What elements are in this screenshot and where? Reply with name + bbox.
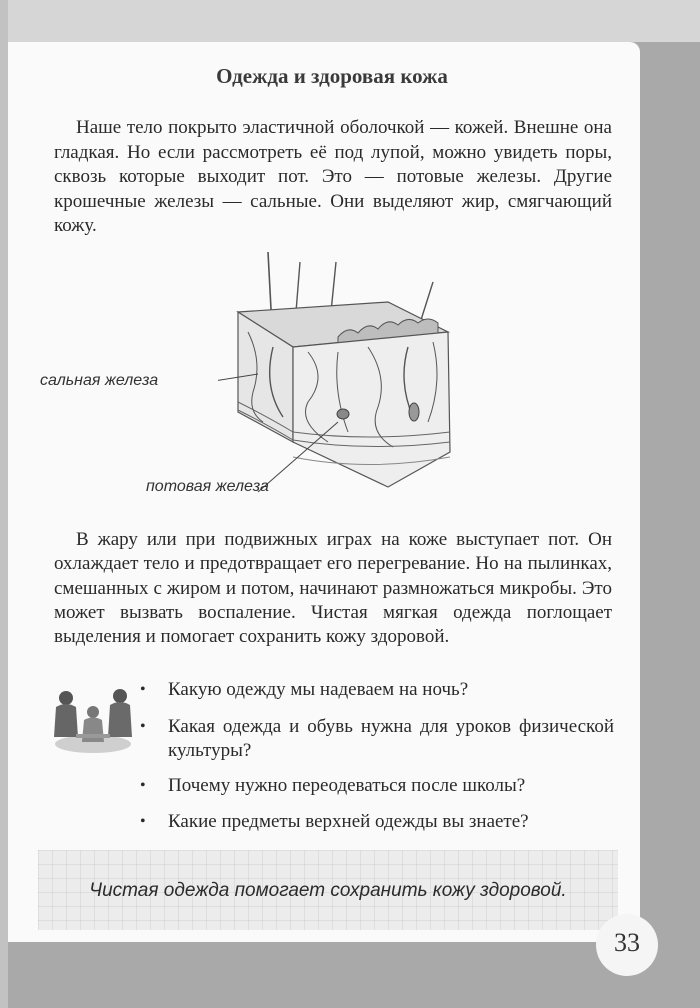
question-item: [136, 774, 614, 799]
page-title: Одежда и здоровая кожа: [216, 64, 448, 88]
label-sebaceous-gland: сальная железа: [40, 372, 159, 389]
bullet: •: [140, 813, 146, 830]
motto-banner: [38, 850, 618, 930]
question-text: Какая одежда и обувь нужна для уроков физической культуры?: [168, 715, 614, 761]
question-text: Какие предметы верхней одежды вы знаете?: [168, 811, 529, 832]
question-item: [136, 715, 614, 764]
skin-cross-section-illustration: [218, 242, 478, 502]
book-page: [8, 42, 640, 942]
question-text: Почему нужно переодеваться после школы?: [168, 774, 526, 796]
bullet: •: [140, 776, 146, 794]
question-text: Какую одежду мы надеваем на ночь?: [168, 679, 469, 700]
bullet: •: [140, 717, 146, 735]
top-margin-band: [0, 0, 700, 42]
intro-paragraph: Наше тело покрыто эластичной оболочкой — кожей. Внешне она гладкая. Но если рассмотреть её под лупой, можно увидеть поры, сквозь которые выходит пот. Это — потовые железы. Другие крошечные железы — сальные. Они выделяют жир, смягчающий кожу.: [54, 117, 612, 237]
question-item: [136, 678, 614, 703]
label-sweat-gland: потовая железа: [146, 478, 269, 495]
sweat-paragraph: В жару или при подвижных играх на коже выступает пот. Он охлаждает тело и предотвращает его перегревание. Но на пылинках, смешанных с жиром и потом, начинают размножаться микробы. Это может вызвать воспаление. Чистая мягкая одежда поглощает выделения и помогает сохранить кожу здоровой.: [54, 529, 612, 648]
left-margin-band: [0, 0, 8, 1008]
children-discussing-icon: [48, 682, 138, 758]
discussion-questions: [136, 678, 614, 847]
bullet: •: [140, 681, 146, 698]
question-item: [136, 810, 614, 835]
page-number-badge: [596, 914, 658, 976]
page-number: 33: [614, 928, 640, 957]
motto-text: Чистая одежда помогает сохранить кожу здоровой.: [89, 880, 567, 901]
